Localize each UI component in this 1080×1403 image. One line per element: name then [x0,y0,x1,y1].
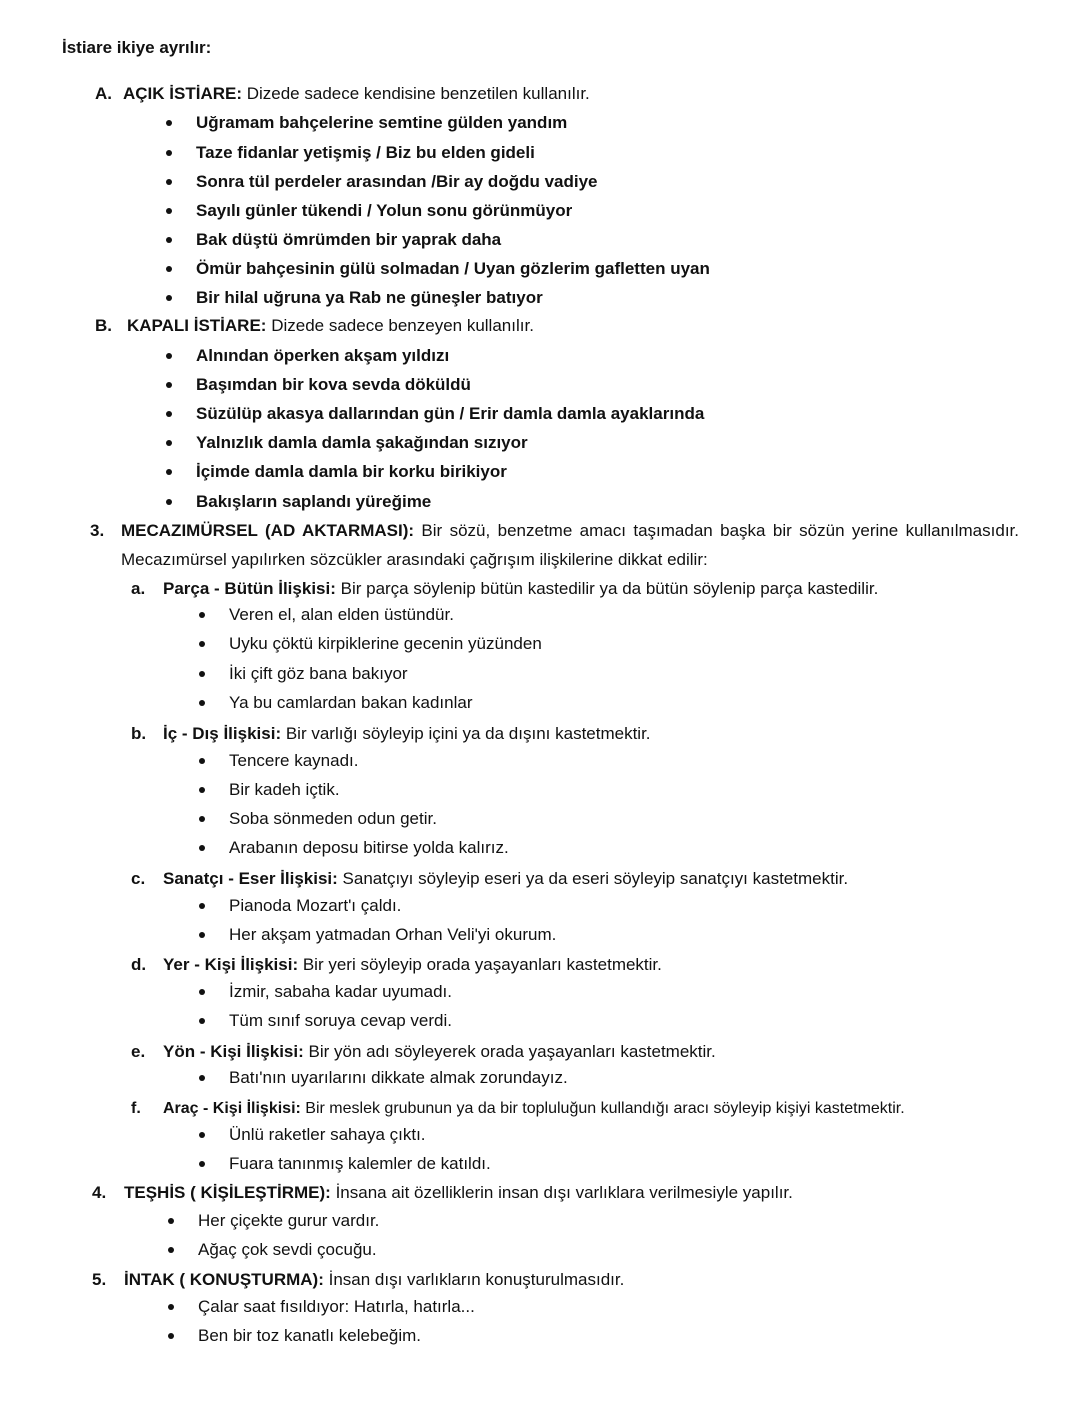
subsection-description: Bir varlığı söyleyip içini ya da dışını kastetmektir. [281,724,651,743]
subsection-yon-kisi [131,1037,716,1066]
list-item: Arabanın deposu bitirse yolda kalırız. [229,833,509,862]
list-item: Ömür bahçesinin gülü solmadan / Uyan gözlerim gafletten uyan [196,254,710,283]
list-item: Bakışların saplandı yüreğime [196,487,431,516]
subsection-marker: f. [131,1100,141,1117]
section-marker [90,516,104,545]
section-acik-istiare [95,79,590,108]
list-item: İki çift göz bana bakıyor [229,659,408,688]
list-item: Her çiçekte gurur vardır. [198,1206,379,1235]
section-title: MECAZIMÜRSEL (AD AKTARMASI): [121,521,415,540]
subsection-parca-butun [131,574,878,603]
list-item: Tüm sınıf soruya cevap verdi. [229,1006,452,1035]
list-item: Ünlü raketler sahaya çıktı. [229,1120,426,1149]
subsection-marker: e. [131,1042,146,1061]
subsection-description: Sanatçıyı söyleyip eseri ya da eseri söyleyip sanatçıyı kastetmektir. [337,869,849,888]
subsection-title: İç - Dış İlişkisi: [163,724,282,743]
list-item: İçimde damla damla bir korku birikiyor [196,457,507,486]
section-marker: B. [95,316,112,335]
subsection-title: Yön - Kişi İlişkisi: [163,1042,304,1061]
list-item: Yalnızlık damla damla şakağından sızıyor [196,428,528,457]
section-intak [92,1265,624,1294]
subsection-title: Parça - Bütün İlişkisi: [163,579,336,598]
list-item: Batı'nın uyarılarını dikkate almak zorundayız. [229,1063,568,1092]
section-marker: 5. [92,1270,107,1289]
list-item: Bak düştü ömrümden bir yaprak daha [196,225,501,254]
subsection-description: Bir parça söylenip bütün kastedilir ya da bütün söylenip parça kastedilir. [335,579,879,598]
list-item: Her akşam yatmadan Orhan Veli'yi okurum. [229,920,556,949]
list-item: Tencere kaynadı. [229,746,358,775]
subsection-description: Bir yeri söyleyip orada yaşayanları kastetmektir. [298,955,662,974]
section-title: AÇIK İSTİARE: [123,84,242,103]
section-marker: A. [95,84,112,103]
list-item: Çalar saat fısıldıyor: Hatırla, hatırla... [198,1292,475,1321]
list-item: Sonra tül perdeler arasından /Bir ay doğdu vadiye [196,167,598,196]
subsection-ic-dis [131,719,651,748]
list-item: Uyku çöktü kirpiklerine gecenin yüzünden [229,629,542,658]
subsection-title: Araç - Kişi İlişkisi: [163,1100,301,1117]
list-item: İzmir, sabaha kadar uyumadı. [229,977,452,1006]
list-item: Ağaç çok sevdi çocuğu. [198,1235,377,1264]
subsection-description: Bir meslek grubunun ya da bir topluluğun kullandığı aracı söyleyip kişiyi kastetmektir. [300,1100,905,1117]
section-teshis [92,1178,793,1207]
list-item: Soba sönmeden odun getir. [229,804,437,833]
list-item: Başımdan bir kova sevda döküldü [196,370,471,399]
list-item: Süzülüp akasya dallarından gün / Erir damla damla ayaklarında [196,399,704,428]
section-title: TEŞHİS ( KİŞİLEŞTİRME): [124,1183,331,1202]
list-item: Bir kadeh içtik. [229,775,340,804]
subsection-marker: a. [131,579,146,598]
list-item: Pianoda Mozart'ı çaldı. [229,891,401,920]
subsection-marker: c. [131,869,146,888]
list-item: Taze fidanlar yetişmiş / Biz bu elden gideli [196,138,535,167]
subsection-yer-kisi [131,950,662,979]
section-title: İNTAK ( KONUŞTURMA): [124,1270,324,1289]
section-description: Dizede sadece kendisine benzetilen kullanılır. [242,84,590,103]
subsection-description: Bir yön adı söyleyerek orada yaşayanları kastetmektir. [303,1042,716,1061]
subsection-marker: b. [131,724,147,743]
list-item: Alnından öperken akşam yıldızı [196,341,449,370]
list-item: Ya bu camlardan bakan kadınlar [229,688,473,717]
subsection-sanatci-eser [131,864,848,893]
subsection-title: Sanatçı - Eser İlişkisi: [163,869,338,888]
subsection-arac-kisi [131,1094,905,1123]
section-description: Bir sözü, benzetme amacı taşımadan başka bir sözün yerine kullanılmasıdır. Mecazımürsel yapılırken sözcükler arasındaki çağrışım ilişkilerine dikkat edilir: [121,521,1019,569]
list-item: Veren el, alan elden üstündür. [229,600,454,629]
subsection-marker: d. [131,955,147,974]
section-description: İnsan dışı varlıkların konuşturulmasıdır. [323,1270,625,1289]
section-kapali-istiare [95,311,534,340]
section-description: İnsana ait özelliklerin insan dışı varlıklara verilmesiyle yapılır. [330,1183,793,1202]
list-item: Ben bir toz kanatlı kelebeğim. [198,1321,421,1350]
section-marker: 4. [92,1183,107,1202]
subsection-title: Yer - Kişi İlişkisi: [163,955,299,974]
section-number: 3. [90,521,105,540]
intro-heading: İstiare ikiye ayrılır: [62,38,212,57]
section-description: Dizede sadece benzeyen kullanılır. [266,316,534,335]
section-title: KAPALI İSTİARE: [127,316,267,335]
list-item: Bir hilal uğruna ya Rab ne güneşler batıyor [196,283,543,312]
list-item: Uğramam bahçelerine semtine gülden yandım [196,108,567,137]
list-item: Fuara tanınmış kalemler de katıldı. [229,1149,491,1178]
list-item: Sayılı günler tükendi / Yolun sonu görünmüyor [196,196,572,225]
section-mecazimursel [121,516,1019,574]
